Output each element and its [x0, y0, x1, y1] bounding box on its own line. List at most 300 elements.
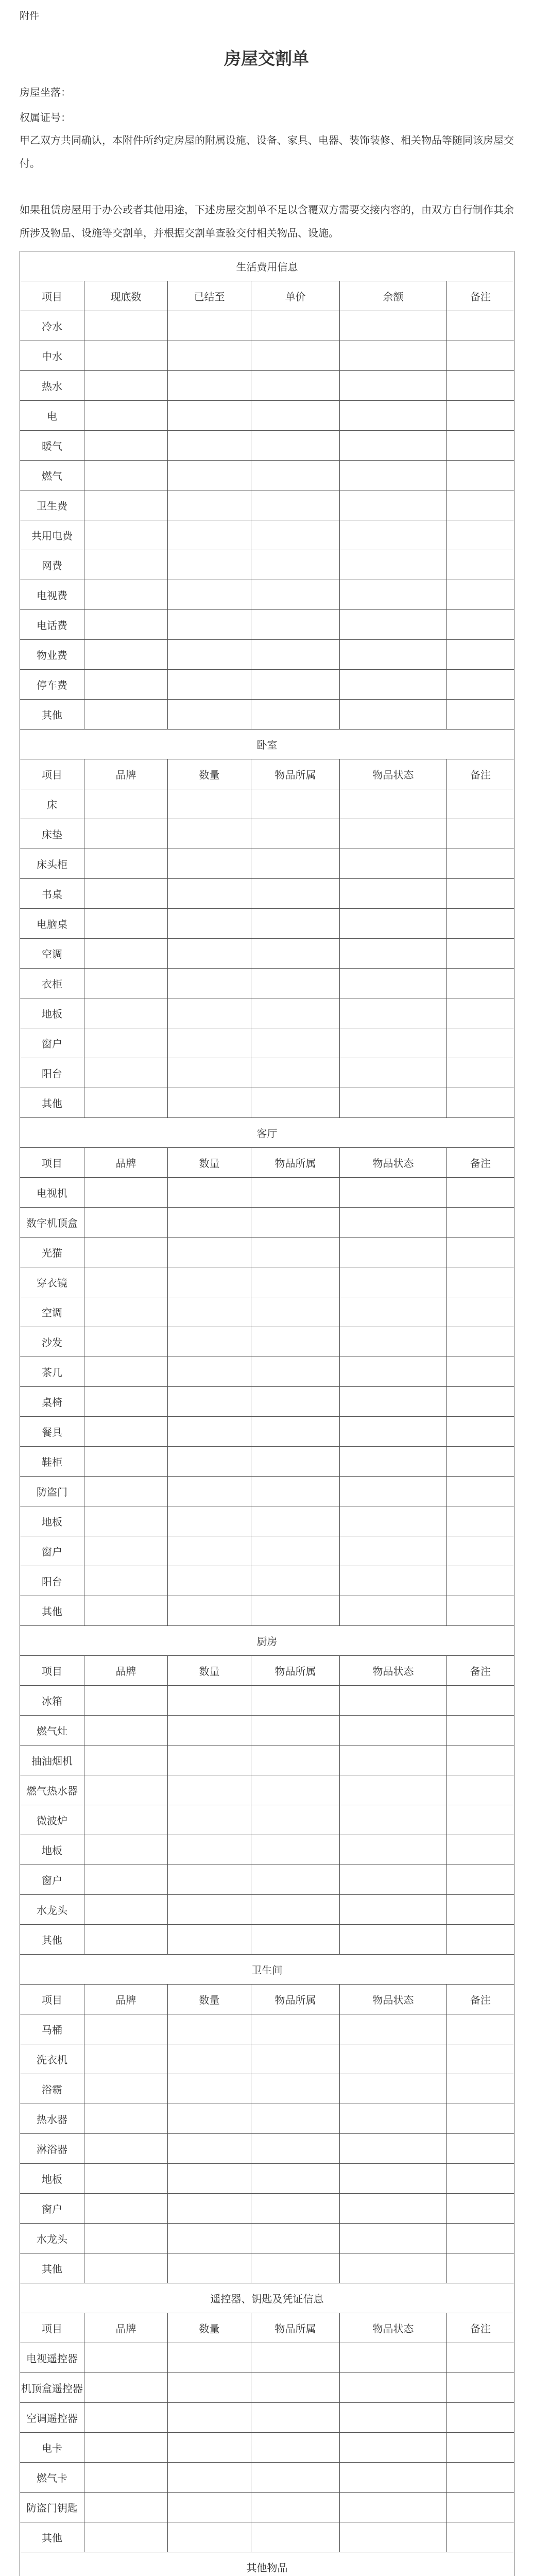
- empty-cell: [168, 1297, 251, 1327]
- empty-cell: [168, 1835, 251, 1865]
- empty-cell: [168, 849, 251, 879]
- column-header: 物品所属: [251, 2313, 340, 2343]
- item-name-cell: 窗户: [20, 1028, 84, 1058]
- empty-cell: [251, 2463, 340, 2493]
- empty-cell: [251, 461, 340, 490]
- column-header: 数量: [168, 1985, 251, 2014]
- empty-cell: [84, 580, 168, 610]
- table-row: [20, 1775, 514, 1805]
- empty-cell: [168, 2522, 251, 2552]
- column-header: 物品所属: [251, 1985, 340, 2014]
- table-row: [20, 1088, 514, 1118]
- empty-cell: [84, 2164, 168, 2194]
- empty-cell: [84, 789, 168, 819]
- empty-cell: [251, 1686, 340, 1716]
- empty-cell: [251, 2224, 340, 2253]
- property-location-line: 房屋坐落：: [20, 86, 71, 98]
- empty-cell: [84, 1088, 168, 1118]
- table-row: [20, 2014, 514, 2044]
- table-row: [20, 1925, 514, 1955]
- empty-cell: [340, 1835, 447, 1865]
- table-row: [20, 2373, 514, 2403]
- column-header: 备注: [447, 2313, 514, 2343]
- table-row: [20, 1208, 514, 1238]
- item-name-cell: 电视费: [20, 580, 84, 610]
- empty-cell: [340, 2044, 447, 2074]
- empty-cell: [84, 2134, 168, 2164]
- table-row: [20, 1357, 514, 1387]
- column-header: 备注: [447, 281, 514, 311]
- empty-cell: [340, 1477, 447, 1506]
- empty-cell: [447, 1895, 514, 1925]
- empty-cell: [447, 550, 514, 580]
- table-row: [20, 849, 514, 879]
- table-row: [20, 1865, 514, 1895]
- empty-cell: [251, 431, 340, 461]
- empty-cell: [340, 1238, 447, 1267]
- empty-cell: [84, 1686, 168, 1716]
- table-row: [20, 2074, 514, 2104]
- empty-cell: [168, 1536, 251, 1566]
- empty-cell: [84, 1447, 168, 1477]
- empty-cell: [340, 2433, 447, 2463]
- empty-cell: [251, 2104, 340, 2134]
- empty-cell: [84, 1267, 168, 1297]
- empty-cell: [340, 2104, 447, 2134]
- empty-cell: [340, 700, 447, 730]
- empty-cell: [251, 670, 340, 700]
- empty-cell: [168, 1596, 251, 1626]
- empty-cell: [251, 2343, 340, 2373]
- empty-cell: [340, 2134, 447, 2164]
- empty-cell: [251, 998, 340, 1028]
- empty-cell: [84, 550, 168, 580]
- empty-cell: [84, 2044, 168, 2074]
- empty-cell: [84, 849, 168, 879]
- table-row: [20, 1805, 514, 1835]
- table-row: [20, 2493, 514, 2522]
- empty-cell: [251, 1327, 340, 1357]
- empty-cell: [340, 1925, 447, 1955]
- empty-cell: [340, 2253, 447, 2283]
- item-name-cell: 马桶: [20, 2014, 84, 2044]
- column-header: 物品所属: [251, 759, 340, 789]
- empty-cell: [340, 401, 447, 431]
- empty-cell: [340, 2194, 447, 2224]
- table-row: [20, 670, 514, 700]
- empty-cell: [251, 849, 340, 879]
- column-header: 物品状态: [340, 2313, 447, 2343]
- item-name-cell: 停车费: [20, 670, 84, 700]
- table-row: [20, 700, 514, 730]
- empty-cell: [168, 2194, 251, 2224]
- empty-cell: [84, 2403, 168, 2433]
- empty-cell: [251, 2253, 340, 2283]
- column-header-row: [20, 2313, 514, 2343]
- column-header: 品牌: [84, 1148, 168, 1178]
- empty-cell: [251, 939, 340, 969]
- empty-cell: [84, 1357, 168, 1387]
- empty-cell: [251, 700, 340, 730]
- empty-cell: [340, 520, 447, 550]
- empty-cell: [447, 1745, 514, 1775]
- office-use-paragraph: 如果租赁房屋用于办公或者其他用途，下述房屋交割单不足以含覆双方需要交接内容的，由双方自行制作其余所涉及物品、设施等交割单，并根据交割单查验交付相关物品、设施。: [20, 204, 514, 239]
- item-name-cell: 微波炉: [20, 1805, 84, 1835]
- empty-cell: [168, 1178, 251, 1208]
- column-header: 品牌: [84, 1985, 168, 2014]
- empty-cell: [168, 461, 251, 490]
- empty-cell: [447, 2373, 514, 2403]
- item-name-cell: 地板: [20, 1506, 84, 1536]
- empty-cell: [340, 849, 447, 879]
- item-name-cell: 床垫: [20, 819, 84, 849]
- empty-cell: [251, 2403, 340, 2433]
- table-row: [20, 2194, 514, 2224]
- column-header: 物品状态: [340, 1985, 447, 2014]
- empty-cell: [251, 2194, 340, 2224]
- column-header: 项目: [20, 1148, 84, 1178]
- column-header: 数量: [168, 1148, 251, 1178]
- empty-cell: [84, 1387, 168, 1417]
- empty-cell: [84, 1477, 168, 1506]
- empty-cell: [251, 1536, 340, 1566]
- empty-cell: [251, 1297, 340, 1327]
- empty-cell: [251, 1417, 340, 1447]
- empty-cell: [447, 1447, 514, 1477]
- column-header-row: [20, 759, 514, 789]
- column-header-row: [20, 1148, 514, 1178]
- item-name-cell: 网费: [20, 550, 84, 580]
- empty-cell: [447, 969, 514, 998]
- column-header: 备注: [447, 759, 514, 789]
- empty-cell: [447, 879, 514, 909]
- item-name-cell: 茶几: [20, 1357, 84, 1387]
- empty-cell: [168, 1895, 251, 1925]
- empty-cell: [447, 2463, 514, 2493]
- item-name-cell: 防盗门: [20, 1477, 84, 1506]
- empty-cell: [251, 1865, 340, 1895]
- empty-cell: [447, 311, 514, 341]
- empty-cell: [447, 2343, 514, 2373]
- empty-cell: [447, 939, 514, 969]
- empty-cell: [168, 2104, 251, 2134]
- item-name-cell: 电: [20, 401, 84, 431]
- empty-cell: [251, 1088, 340, 1118]
- empty-cell: [84, 2224, 168, 2253]
- empty-cell: [340, 1387, 447, 1417]
- table-row: [20, 969, 514, 998]
- empty-cell: [251, 1716, 340, 1745]
- empty-cell: [340, 490, 447, 520]
- item-name-cell: 机顶盒遥控器: [20, 2373, 84, 2403]
- column-header: 物品状态: [340, 1148, 447, 1178]
- empty-cell: [447, 1028, 514, 1058]
- empty-cell: [168, 939, 251, 969]
- empty-cell: [251, 401, 340, 431]
- empty-cell: [251, 2373, 340, 2403]
- section-title: 卧室: [20, 730, 514, 759]
- empty-cell: [168, 1267, 251, 1297]
- item-name-cell: 光猫: [20, 1238, 84, 1267]
- empty-cell: [447, 2044, 514, 2074]
- empty-cell: [447, 341, 514, 371]
- empty-cell: [447, 998, 514, 1028]
- empty-cell: [340, 1775, 447, 1805]
- column-header-row: [20, 1985, 514, 2014]
- empty-cell: [447, 2253, 514, 2283]
- document-title: 房屋交割单: [224, 48, 309, 69]
- empty-cell: [251, 2493, 340, 2522]
- item-name-cell: 燃气热水器: [20, 1775, 84, 1805]
- empty-cell: [447, 2522, 514, 2552]
- item-name-cell: 电卡: [20, 2433, 84, 2463]
- empty-cell: [84, 1178, 168, 1208]
- empty-cell: [84, 1745, 168, 1775]
- empty-cell: [340, 1596, 447, 1626]
- empty-cell: [340, 939, 447, 969]
- empty-cell: [340, 461, 447, 490]
- empty-cell: [251, 2074, 340, 2104]
- table-row: [20, 2403, 514, 2433]
- item-name-cell: 其他: [20, 2522, 84, 2552]
- empty-cell: [84, 2463, 168, 2493]
- empty-cell: [251, 1238, 340, 1267]
- table-row: [20, 640, 514, 670]
- empty-cell: [447, 580, 514, 610]
- empty-cell: [84, 879, 168, 909]
- empty-cell: [447, 1058, 514, 1088]
- empty-cell: [168, 1387, 251, 1417]
- empty-cell: [447, 1387, 514, 1417]
- empty-cell: [84, 2433, 168, 2463]
- empty-cell: [168, 2224, 251, 2253]
- item-name-cell: 暖气: [20, 431, 84, 461]
- empty-cell: [168, 1775, 251, 1805]
- empty-cell: [251, 1506, 340, 1536]
- empty-cell: [168, 2463, 251, 2493]
- section-title-row: [20, 1118, 514, 1148]
- item-name-cell: 阳台: [20, 1566, 84, 1596]
- item-name-cell: 水龙头: [20, 2224, 84, 2253]
- column-header: 项目: [20, 759, 84, 789]
- table-row: [20, 1506, 514, 1536]
- empty-cell: [84, 1506, 168, 1536]
- empty-cell: [84, 670, 168, 700]
- empty-cell: [168, 341, 251, 371]
- empty-cell: [168, 1417, 251, 1447]
- empty-cell: [84, 1925, 168, 1955]
- empty-cell: [447, 1835, 514, 1865]
- empty-cell: [84, 1805, 168, 1835]
- empty-cell: [447, 819, 514, 849]
- empty-cell: [168, 700, 251, 730]
- empty-cell: [84, 939, 168, 969]
- empty-cell: [251, 2164, 340, 2194]
- item-name-cell: 防盗门钥匙: [20, 2493, 84, 2522]
- item-name-cell: 阳台: [20, 1058, 84, 1088]
- item-name-cell: 书桌: [20, 879, 84, 909]
- empty-cell: [251, 1596, 340, 1626]
- item-name-cell: 地板: [20, 1835, 84, 1865]
- empty-cell: [251, 1028, 340, 1058]
- empty-cell: [84, 610, 168, 640]
- empty-cell: [340, 1895, 447, 1925]
- empty-cell: [251, 371, 340, 401]
- empty-cell: [447, 1865, 514, 1895]
- empty-cell: [340, 610, 447, 640]
- column-header: 已结至: [168, 281, 251, 311]
- empty-cell: [447, 461, 514, 490]
- empty-cell: [84, 1238, 168, 1267]
- table-row: [20, 550, 514, 580]
- empty-cell: [251, 879, 340, 909]
- empty-cell: [84, 2343, 168, 2373]
- empty-cell: [251, 1208, 340, 1238]
- empty-cell: [340, 879, 447, 909]
- table-row: [20, 819, 514, 849]
- empty-cell: [168, 1745, 251, 1775]
- empty-cell: [251, 1745, 340, 1775]
- empty-cell: [447, 1238, 514, 1267]
- empty-cell: [340, 2373, 447, 2403]
- empty-cell: [84, 520, 168, 550]
- table-row: [20, 1716, 514, 1745]
- empty-cell: [84, 2014, 168, 2044]
- empty-cell: [84, 819, 168, 849]
- item-name-cell: 衣柜: [20, 969, 84, 998]
- table-row: [20, 998, 514, 1028]
- item-name-cell: 电视遥控器: [20, 2343, 84, 2373]
- empty-cell: [168, 640, 251, 670]
- column-header: 备注: [447, 1985, 514, 2014]
- empty-cell: [340, 2403, 447, 2433]
- item-name-cell: 空调: [20, 939, 84, 969]
- empty-cell: [251, 1925, 340, 1955]
- empty-cell: [447, 1417, 514, 1447]
- empty-cell: [447, 1327, 514, 1357]
- empty-cell: [168, 2014, 251, 2044]
- empty-cell: [84, 998, 168, 1028]
- column-header-row: [20, 281, 514, 311]
- empty-cell: [340, 1208, 447, 1238]
- empty-cell: [84, 2253, 168, 2283]
- empty-cell: [168, 1088, 251, 1118]
- table-row: [20, 580, 514, 610]
- item-name-cell: 冰箱: [20, 1686, 84, 1716]
- empty-cell: [340, 2343, 447, 2373]
- table-row: [20, 2433, 514, 2463]
- empty-cell: [340, 1297, 447, 1327]
- table-row: [20, 371, 514, 401]
- empty-cell: [168, 2493, 251, 2522]
- empty-cell: [340, 670, 447, 700]
- empty-cell: [447, 1267, 514, 1297]
- empty-cell: [168, 2253, 251, 2283]
- empty-cell: [168, 1477, 251, 1506]
- table-row: [20, 1028, 514, 1058]
- empty-cell: [168, 580, 251, 610]
- empty-cell: [340, 550, 447, 580]
- item-name-cell: 空调遥控器: [20, 2403, 84, 2433]
- item-name-cell: 冷水: [20, 311, 84, 341]
- empty-cell: [251, 1805, 340, 1835]
- column-header: 品牌: [84, 2313, 168, 2343]
- empty-cell: [447, 1506, 514, 1536]
- empty-cell: [168, 1357, 251, 1387]
- empty-cell: [251, 311, 340, 341]
- item-name-cell: 其他: [20, 1925, 84, 1955]
- table-row: [20, 789, 514, 819]
- empty-cell: [447, 2493, 514, 2522]
- column-header: 物品所属: [251, 1148, 340, 1178]
- empty-cell: [251, 2014, 340, 2044]
- empty-cell: [447, 1566, 514, 1596]
- empty-cell: [447, 2074, 514, 2104]
- section-title-row: [20, 251, 514, 281]
- table-row: [20, 1238, 514, 1267]
- empty-cell: [168, 610, 251, 640]
- empty-cell: [251, 1058, 340, 1088]
- empty-cell: [84, 2074, 168, 2104]
- empty-cell: [251, 1178, 340, 1208]
- empty-cell: [251, 1387, 340, 1417]
- empty-cell: [340, 1716, 447, 1745]
- table-row: [20, 2044, 514, 2074]
- empty-cell: [340, 2493, 447, 2522]
- item-name-cell: 燃气: [20, 461, 84, 490]
- table-row: [20, 1536, 514, 1566]
- empty-cell: [340, 341, 447, 371]
- column-header-row: [20, 1656, 514, 1686]
- empty-cell: [84, 1327, 168, 1357]
- item-name-cell: 燃气卡: [20, 2463, 84, 2493]
- empty-cell: [168, 520, 251, 550]
- empty-cell: [447, 1088, 514, 1118]
- empty-cell: [340, 2164, 447, 2194]
- column-header: 物品状态: [340, 1656, 447, 1686]
- empty-cell: [251, 2044, 340, 2074]
- empty-cell: [84, 969, 168, 998]
- empty-cell: [84, 1208, 168, 1238]
- empty-cell: [84, 909, 168, 939]
- empty-cell: [168, 1028, 251, 1058]
- item-name-cell: 窗户: [20, 2194, 84, 2224]
- item-name-cell: 卫生费: [20, 490, 84, 520]
- empty-cell: [340, 909, 447, 939]
- column-header: 单价: [251, 281, 340, 311]
- empty-cell: [168, 670, 251, 700]
- empty-cell: [340, 2463, 447, 2493]
- empty-cell: [447, 2194, 514, 2224]
- table-row: [20, 1447, 514, 1477]
- empty-cell: [168, 1208, 251, 1238]
- empty-cell: [168, 2044, 251, 2074]
- empty-cell: [447, 1297, 514, 1327]
- handover-table: [20, 251, 514, 2576]
- table-row: [20, 1566, 514, 1596]
- empty-cell: [84, 2493, 168, 2522]
- empty-cell: [251, 1447, 340, 1477]
- empty-cell: [168, 2343, 251, 2373]
- empty-cell: [447, 520, 514, 550]
- table-row: [20, 879, 514, 909]
- empty-cell: [168, 2134, 251, 2164]
- empty-cell: [168, 998, 251, 1028]
- column-header: 项目: [20, 281, 84, 311]
- empty-cell: [251, 341, 340, 371]
- empty-cell: [168, 1238, 251, 1267]
- empty-cell: [84, 700, 168, 730]
